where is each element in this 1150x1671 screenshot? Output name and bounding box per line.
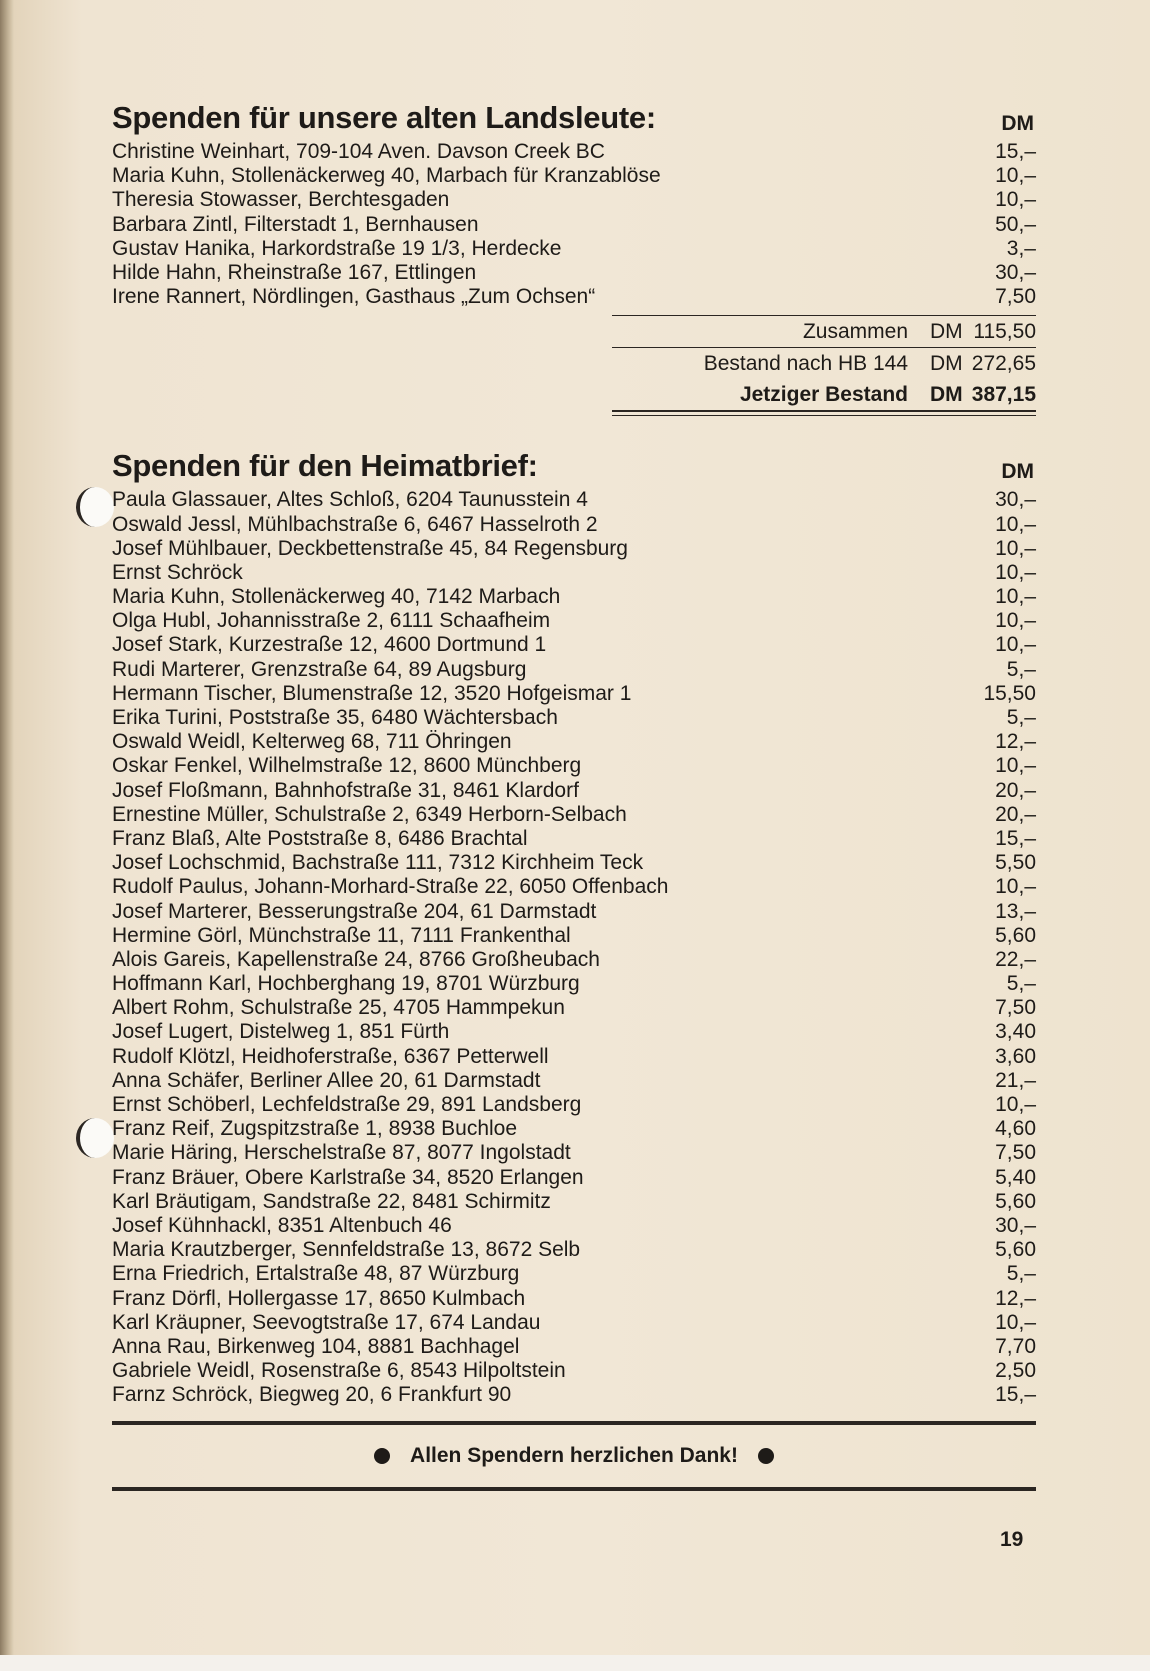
donation-amount: 5,40	[995, 1165, 1036, 1189]
donation-amount: 15,–	[995, 140, 1036, 163]
donation-amount: 5,50	[995, 851, 1036, 875]
page-binding	[0, 0, 14, 1671]
thanks-line	[112, 1425, 1036, 1487]
donor-row	[112, 1262, 1036, 1286]
donor-name: Rudi Marterer, Grenzstraße 64, 89 Augsburg	[112, 657, 527, 681]
donor-row	[112, 285, 1036, 309]
donor-row	[112, 1335, 1036, 1359]
previous-balance-value: 272,65	[971, 352, 1036, 376]
donor-row	[112, 730, 1036, 754]
donor-name: Gabriele Weidl, Rosenstraße 6, 8543 Hilpoltstein	[112, 1359, 566, 1383]
donor-row	[112, 851, 1036, 875]
donor-row	[112, 1141, 1036, 1165]
punch-hole	[76, 487, 114, 527]
donor-row	[112, 948, 1036, 972]
donor-name: Albert Rohm, Schulstraße 25, 4705 Hammpekun	[112, 996, 565, 1020]
totals-block	[612, 315, 1036, 416]
donation-amount: 5,–	[1006, 706, 1036, 729]
donor-row	[112, 1190, 1036, 1214]
donor-name: Barbara Zintl, Filterstadt 1, Bernhausen	[112, 212, 479, 236]
donor-row	[112, 513, 1036, 537]
donation-amount: 3,40	[995, 1020, 1036, 1044]
donor-name: Alois Gareis, Kapellenstraße 24, 8766 Großheubach	[112, 947, 600, 971]
donor-name: Olga Hubl, Johannisstraße 2, 6111 Schaafheim	[112, 609, 551, 633]
donor-name: Christine Weinhart, 709-104 Aven. Davson Creek BC	[112, 140, 605, 163]
donor-name: Ernst Schröck	[112, 560, 243, 584]
donor-name: Paula Glassauer, Altes Schloß, 6204 Taunusstein 4	[112, 488, 588, 512]
donor-name: Hermine Görl, Münchstraße 11, 7111 Frankenthal	[112, 923, 571, 947]
donor-name: Ernestine Müller, Schulstraße 2, 6349 Herborn-Selbach	[112, 802, 627, 826]
current-balance-label: Jetziger Bestand	[739, 383, 908, 407]
donation-amount: 22,–	[995, 947, 1036, 971]
donation-amount: 12,–	[995, 730, 1036, 754]
donor-row	[112, 488, 1036, 512]
donation-amount: 15,–	[995, 826, 1036, 850]
donation-amount: 30,–	[995, 488, 1036, 512]
donor-row	[112, 972, 1036, 996]
donor-row	[112, 1045, 1036, 1069]
previous-balance-currency: DM	[930, 352, 963, 376]
donation-amount: 4,60	[995, 1117, 1036, 1141]
donor-row	[112, 1117, 1036, 1141]
sum-row	[612, 315, 1036, 347]
donor-row	[112, 1020, 1036, 1044]
donor-row	[112, 140, 1036, 164]
donor-name: Hoffmann Karl, Hochberghang 19, 8701 Würzburg	[112, 972, 580, 996]
donation-amount: 5,60	[995, 1189, 1036, 1213]
donor-name: Maria Kuhn, Stollenäckerweg 40, 7142 Marbach	[112, 585, 561, 609]
bullet-icon	[374, 1448, 390, 1464]
donor-name: Josef Mühlbauer, Deckbettenstraße 45, 84 Regensburg	[112, 536, 628, 560]
donor-name: Josef Lugert, Distelweg 1, 851 Fürth	[112, 1020, 450, 1044]
donation-amount: 10,–	[995, 875, 1036, 899]
donor-name: Oswald Jessl, Mühlbachstraße 6, 6467 Hasselroth 2	[112, 512, 598, 536]
donor-name: Franz Blaß, Alte Poststraße 8, 6486 Brachtal	[112, 826, 528, 850]
donor-name: Maria Kuhn, Stollenäckerweg 40, Marbach für Kranzablöse	[112, 164, 661, 188]
donation-amount: 5,–	[1006, 657, 1036, 681]
donation-amount: 30,–	[995, 1213, 1036, 1237]
donor-row	[112, 609, 1036, 633]
double-rule	[612, 410, 1036, 416]
donor-row	[112, 561, 1036, 585]
donation-amount: 7,50	[995, 1141, 1036, 1165]
donation-amount: 21,–	[995, 1068, 1036, 1092]
donation-amount: 10,–	[995, 512, 1036, 536]
donation-amount: 5,–	[1006, 1262, 1036, 1286]
donor-row	[112, 996, 1036, 1020]
donor-name: Gustav Hanika, Harkordstraße 19 1/3, Herdecke	[112, 236, 562, 260]
donation-amount: 30,–	[995, 260, 1036, 284]
donor-name: Hermann Tischer, Blumenstraße 12, 3520 Hofgeismar 1	[112, 681, 632, 705]
donor-row	[112, 237, 1036, 261]
donor-name: Anna Rau, Birkenweg 104, 8881 Bachhagel	[112, 1334, 520, 1358]
donor-row	[112, 1311, 1036, 1335]
section-header	[112, 448, 1036, 484]
donor-list	[112, 140, 1036, 309]
donor-name: Josef Floßmann, Bahnhofstraße 31, 8461 Klardorf	[112, 778, 579, 802]
donation-amount: 7,50	[995, 996, 1036, 1020]
donor-row	[112, 213, 1036, 237]
donor-row	[112, 706, 1036, 730]
donation-amount: 10,–	[995, 188, 1036, 212]
donor-row	[112, 537, 1036, 561]
donation-amount: 12,–	[995, 1286, 1036, 1310]
donor-name: Josef Marterer, Besserungstraße 204, 61 Darmstadt	[112, 899, 597, 923]
donation-amount: 15,50	[983, 681, 1036, 705]
donor-row	[112, 924, 1036, 948]
current-balance-row	[612, 379, 1036, 410]
donation-amount: 13,–	[995, 899, 1036, 923]
donor-row	[112, 682, 1036, 706]
bullet-icon	[758, 1448, 774, 1464]
donor-row	[112, 585, 1036, 609]
currency-header: DM	[1001, 460, 1034, 484]
donor-row	[112, 1383, 1036, 1407]
donor-name: Josef Lochschmid, Bachstraße 111, 7312 Kirchheim Teck	[112, 851, 644, 875]
page-content	[112, 100, 1036, 1491]
donation-amount: 10,–	[995, 536, 1036, 560]
donor-list	[112, 488, 1036, 1407]
donation-amount: 10,–	[995, 754, 1036, 778]
rule-bottom	[112, 1487, 1036, 1491]
donor-row	[112, 164, 1036, 188]
section-title: Spenden für den Heimatbrief:	[112, 448, 538, 484]
donor-row	[112, 1287, 1036, 1311]
donor-row	[112, 1166, 1036, 1190]
donation-amount: 3,60	[995, 1044, 1036, 1068]
donor-row	[112, 1093, 1036, 1117]
donation-amount: 20,–	[995, 778, 1036, 802]
donation-amount: 15,–	[995, 1383, 1036, 1407]
donation-amount: 50,–	[995, 212, 1036, 236]
page-number: 19	[1000, 1528, 1024, 1551]
donor-row	[112, 261, 1036, 285]
currency-header: DM	[1001, 112, 1034, 135]
donation-amount: 10,–	[995, 633, 1036, 657]
section-heimatbrief	[112, 448, 1036, 1407]
section-title: Spenden für unsere alten Landsleute:	[112, 100, 656, 135]
donor-name: Josef Kühnhackl, 8351 Altenbuch 46	[112, 1213, 452, 1237]
donation-amount: 10,–	[995, 560, 1036, 584]
donor-name: Franz Bräuer, Obere Karlstraße 34, 8520 Erlangen	[112, 1165, 584, 1189]
donor-row	[112, 900, 1036, 924]
donor-row	[112, 827, 1036, 851]
donor-name: Marie Häring, Herschelstraße 87, 8077 Ingolstadt	[112, 1141, 571, 1165]
donor-name: Karl Bräutigam, Sandstraße 22, 8481 Schirmitz	[112, 1189, 551, 1213]
donation-amount: 7,70	[995, 1334, 1036, 1358]
donor-name: Rudolf Klötzl, Heidhoferstraße, 6367 Petterwell	[112, 1044, 549, 1068]
donor-row	[112, 1214, 1036, 1238]
donor-row	[112, 779, 1036, 803]
current-balance-currency: DM	[930, 383, 963, 407]
section-header	[112, 100, 1036, 136]
thanks-text: Allen Spendern herzlichen Dank!	[410, 1444, 738, 1468]
donor-name: Anna Schäfer, Berliner Allee 20, 61 Darmstadt	[112, 1068, 541, 1092]
donor-name: Theresia Stowasser, Berchtesgaden	[112, 188, 450, 212]
donation-amount: 5,–	[1006, 972, 1036, 996]
donation-amount: 5,60	[995, 1238, 1036, 1262]
donor-name: Erika Turini, Poststraße 35, 6480 Wächtersbach	[112, 706, 558, 729]
donation-amount: 5,60	[995, 923, 1036, 947]
donation-amount: 10,–	[995, 609, 1036, 633]
section-old-compatriots	[112, 100, 1036, 416]
donation-amount: 3,–	[1006, 236, 1036, 260]
donor-row	[112, 1238, 1036, 1262]
donor-name: Farnz Schröck, Biegweg 20, 6 Frankfurt 90	[112, 1383, 512, 1407]
donor-name: Josef Stark, Kurzestraße 12, 4600 Dortmund 1	[112, 633, 547, 657]
donor-row	[112, 754, 1036, 778]
previous-balance-label: Bestand nach HB 144	[703, 352, 908, 376]
donor-name: Franz Reif, Zugspitzstraße 1, 8938 Buchloe	[112, 1117, 518, 1141]
donation-amount: 10,–	[995, 1093, 1036, 1116]
donor-row	[112, 658, 1036, 682]
donor-row	[112, 633, 1036, 657]
donor-name: Maria Krautzberger, Sennfeldstraße 13, 8672 Selb	[112, 1238, 581, 1262]
donation-amount: 10,–	[995, 585, 1036, 609]
donor-name: Rudolf Paulus, Johann-Morhard-Straße 22, 6050 Offenbach	[112, 875, 669, 899]
donor-name: Irene Rannert, Nördlingen, Gasthaus „Zum Ochsen“	[112, 285, 596, 309]
donation-amount: 10,–	[995, 164, 1036, 188]
previous-balance-row	[612, 347, 1036, 379]
donation-amount: 20,–	[995, 802, 1036, 826]
donor-row	[112, 803, 1036, 827]
sum-currency: DM	[930, 320, 963, 344]
donor-name: Oskar Fenkel, Wilhelmstraße 12, 8600 Münchberg	[112, 754, 582, 778]
donor-name: Erna Friedrich, Ertalstraße 48, 87 Würzburg	[112, 1262, 520, 1286]
donation-amount: 2,50	[995, 1359, 1036, 1383]
donor-name: Ernst Schöberl, Lechfeldstraße 29, 891 Landsberg	[112, 1093, 582, 1116]
donation-amount: 10,–	[995, 1310, 1036, 1334]
donor-name: Oswald Weidl, Kelterweg 68, 711 Öhringen	[112, 730, 512, 754]
donor-name: Karl Kräupner, Seevogtstraße 17, 674 Landau	[112, 1310, 541, 1334]
donor-row	[112, 1359, 1036, 1383]
current-balance-value: 387,15	[971, 383, 1036, 407]
sum-label: Zusammen	[802, 320, 908, 344]
donor-row	[112, 188, 1036, 212]
donor-row	[112, 875, 1036, 899]
donor-name: Franz Dörfl, Hollergasse 17, 8650 Kulmbach	[112, 1286, 526, 1310]
donation-amount: 7,50	[995, 285, 1036, 309]
page-bottom-edge	[0, 1655, 1150, 1671]
donor-name: Hilde Hahn, Rheinstraße 167, Ettlingen	[112, 260, 477, 284]
donor-row	[112, 1069, 1036, 1093]
punch-hole	[76, 1118, 114, 1158]
sum-value: 115,50	[973, 320, 1036, 344]
